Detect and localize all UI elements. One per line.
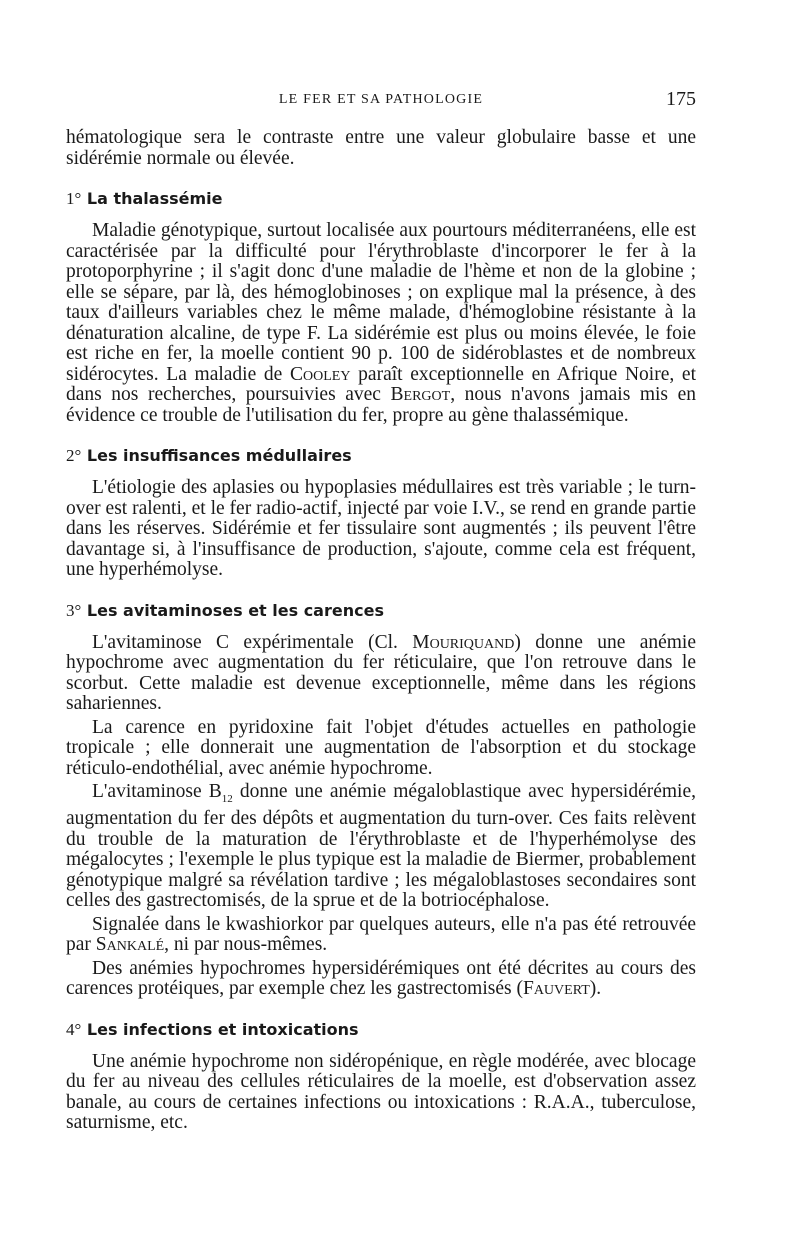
- running-head: [66, 88, 696, 112]
- paragraph-avitaminosis-c: L'avitaminose C expérimentale (Cl. Mouriquand) donne une anémie hypochrome avec augmentation du fer réticulaire, que l'on retrouve dans le scorbut. Cette maladie est devenue exceptionnelle, même dans les régions sahariennes.: [66, 631, 696, 714]
- section-number: 3°: [66, 600, 82, 620]
- author-name: Sankalé: [95, 934, 165, 956]
- section-heading-avitaminoses: [66, 601, 696, 621]
- paragraph-pyridoxine: La carence en pyridoxine fait l'objet d'études actuelles en pathologie tropicale ; elle donnerait une augmentation de l'absorption et du stockage réticulo-endothélial, avec anémie hypochrome.: [66, 716, 696, 779]
- paragraph-kwashiorkor: Signalée dans le kwashiorkor par quelques auteurs, elle n'a pas été retrouvée par Sankalé, ni par nous-mêmes.: [66, 913, 696, 956]
- paragraph-protein-deficiency: Des anémies hypochromes hypersidérémiques ont été décrites au cours des carences protéiques, par exemple chez les gastrectomisés (Fauvert).: [66, 957, 696, 1000]
- section-title: Les infections et intoxications: [86, 1019, 359, 1039]
- section-title: La thalassémie: [86, 189, 223, 208]
- author-name: Fauvert: [522, 978, 590, 1000]
- section-title: Les insuffisances médullaires: [86, 446, 352, 465]
- running-title: LE FER ET SA PATHOLOGIE: [278, 92, 484, 107]
- author-name: Cooley: [290, 363, 351, 385]
- paragraph-avitaminosis-b12: L'avitaminose $B_{12}$ donne une anémie mégaloblastique avec hypersidérémie, augmentation du fer des dépôts et augmentation du turn-over. Ces faits relèvent du trouble de la maturation de l'érythroblaste et de l'hyperhémolyse des mégalocytes ; l'exemple le plus typique est la maladie de Biermer, probablement génotypique malgré sa révélation tardive ; les mégaloblastoses secondaires sont celles des gastrectomisés, de la sprue et de la botriocéphalose.: [66, 781, 696, 912]
- paragraph-thalassemia: Maladie génotypique, surtout localisée aux pourtours méditerranéens, elle est caractérisée par la difficulté pour l'érythroblaste d'incorporer le fer à la protoporphyrine ; il s'agit donc d'une maladie de l'hème et non de la globine ; elle se sépare, par là, des hémoglobinoses ; on explique mal la présence, à des taux d'ailleurs variables chez le même malade, d'hémoglobine résistante à la dénaturation alcaline, de type F. La sidérémie est plus ou moins élevée, le foie est riche en fer, la moelle contient 90 p. 100 de sidéroblastes et de nombreux sidérocytes. La maladie de Cooley paraît exceptionnelle en Afrique Noire, et dans nos recherches, poursuivies avec Bergot, nous n'avons jamais mis en évidence ce trouble de l'utilisation du fer, propre au gène thalassémique.: [66, 220, 696, 426]
- body-text: [66, 128, 696, 1134]
- section-number: 4°: [66, 1019, 82, 1039]
- section-number: 2°: [66, 446, 82, 465]
- section-heading-thalassemia: [66, 189, 696, 209]
- author-name: Mouriquand: [412, 631, 515, 653]
- section-heading-marrow-insufficiency: [66, 446, 696, 466]
- intro-paragraph: hématologique sera le contraste entre une valeur globulaire basse et une sidérémie normale ou élevée.: [66, 127, 696, 169]
- page-number: 175: [666, 88, 696, 110]
- section-title: Les avitaminoses et les carences: [86, 600, 384, 620]
- paragraph-marrow-insufficiency: L'étiologie des aplasies ou hypoplasies médullaires est très variable ; le turn-over est ralenti, et le fer radio-actif, injecté par voie I.V., se rend en grande partie dans les réserves. Sidérémie et fer tissulaire sont augmentés ; ils peuvent l'être davantage si, à l'insuffisance de production, s'ajoute, comme cela est fréquent, une hyperhémolyse.: [66, 477, 696, 580]
- paragraph-infections: Une anémie hypochrome non sidéropénique, en règle modérée, avec blocage du fer au niveau des cellules réticulaires de la moelle, est d'observation assez banale, au cours de certaines infections ou intoxications : R.A.A., tuberculose, saturnisme, etc.: [66, 1050, 696, 1134]
- section-number: 1°: [66, 189, 82, 208]
- author-name: Bergot: [390, 384, 451, 405]
- section-heading-infections: [66, 1020, 696, 1040]
